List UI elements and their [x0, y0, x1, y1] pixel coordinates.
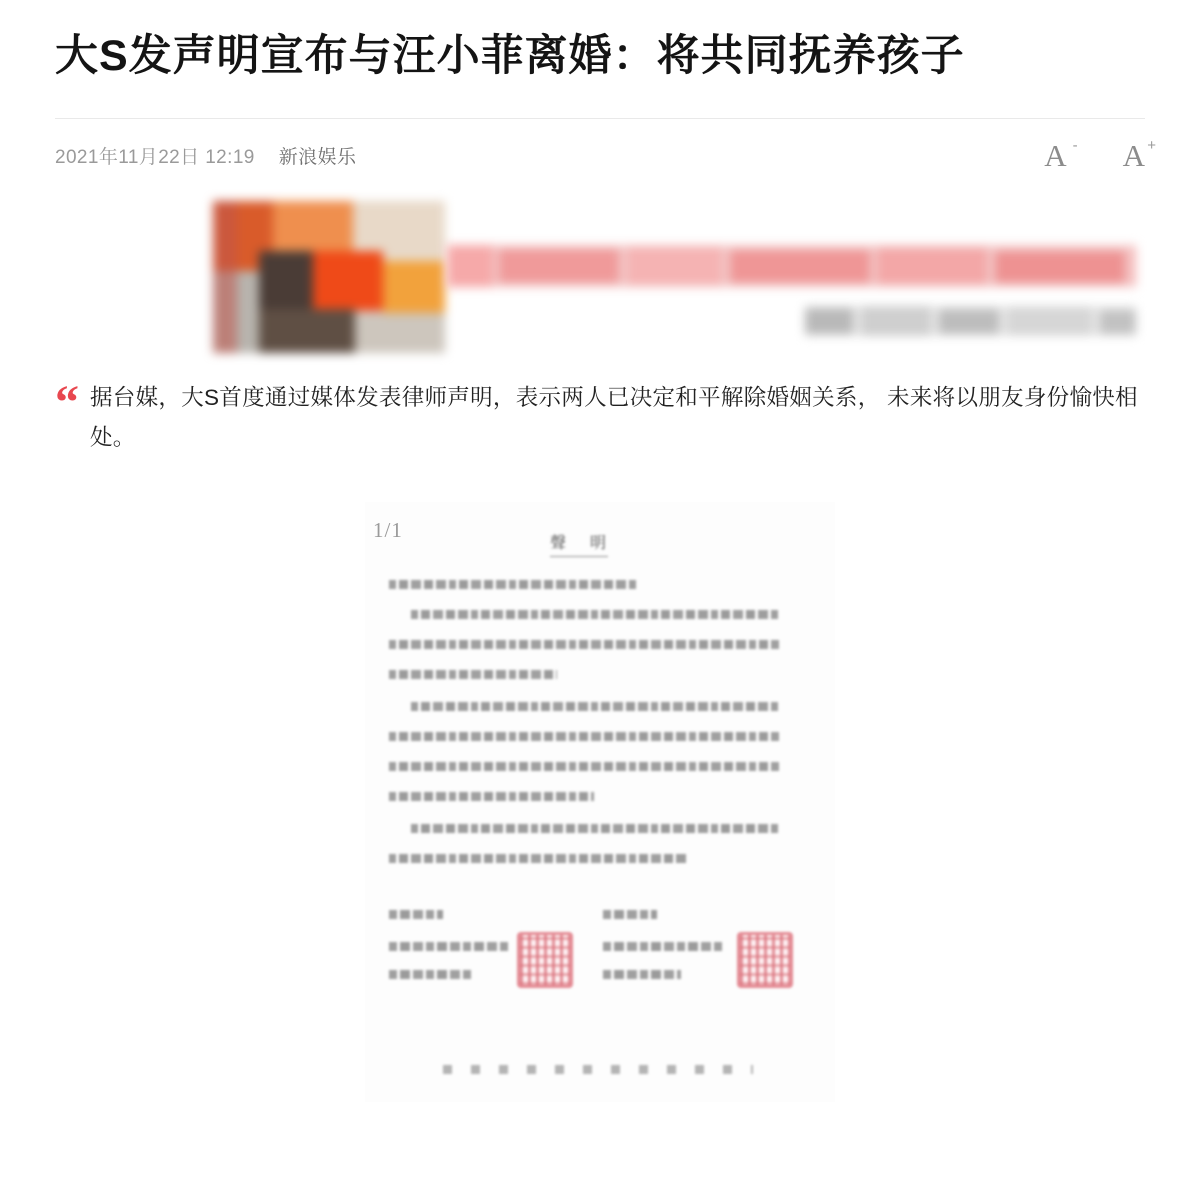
- font-increase-button[interactable]: [1122, 137, 1156, 174]
- statement-document-image[interactable]: [365, 502, 835, 1102]
- seal-stamp-right: [737, 932, 793, 988]
- font-increase-label: A: [1122, 138, 1145, 174]
- banner-text-bar-primary: [447, 245, 1136, 287]
- banner-text-bar-secondary: [805, 306, 1136, 336]
- blurred-banner-image: [55, 201, 1145, 356]
- article-summary-quote: [0, 356, 1200, 458]
- title-divider: [55, 118, 1145, 119]
- quote-icon: “: [55, 375, 76, 429]
- font-decrease-label: A: [1044, 138, 1067, 174]
- seal-stamp-left: [517, 932, 573, 988]
- page-indicator: 1/1: [373, 517, 403, 542]
- article-source: 新浪娱乐: [278, 147, 357, 169]
- font-decrease-button[interactable]: [1044, 137, 1078, 174]
- article-meta-row: [0, 125, 1200, 187]
- article-timestamp: 2021年11月22日 12:19: [55, 147, 255, 169]
- statement-document-content: [365, 502, 835, 1102]
- statement-heading: 聲 明: [550, 530, 616, 553]
- statement-date-line: [443, 1065, 753, 1074]
- banner-thumbnail: [213, 201, 445, 353]
- quote-text: 据台媒，大S首度通过媒体发表律师声明，表示两人已决定和平解除婚姻关系， 未来将以朋友身份愉快相处。: [90, 384, 1138, 450]
- font-decrease-sup: -: [1072, 137, 1078, 155]
- font-increase-sup: +: [1147, 137, 1156, 155]
- page-title: 大S发声明宣布与汪小菲离婚：将共同抚养孩子: [55, 32, 965, 80]
